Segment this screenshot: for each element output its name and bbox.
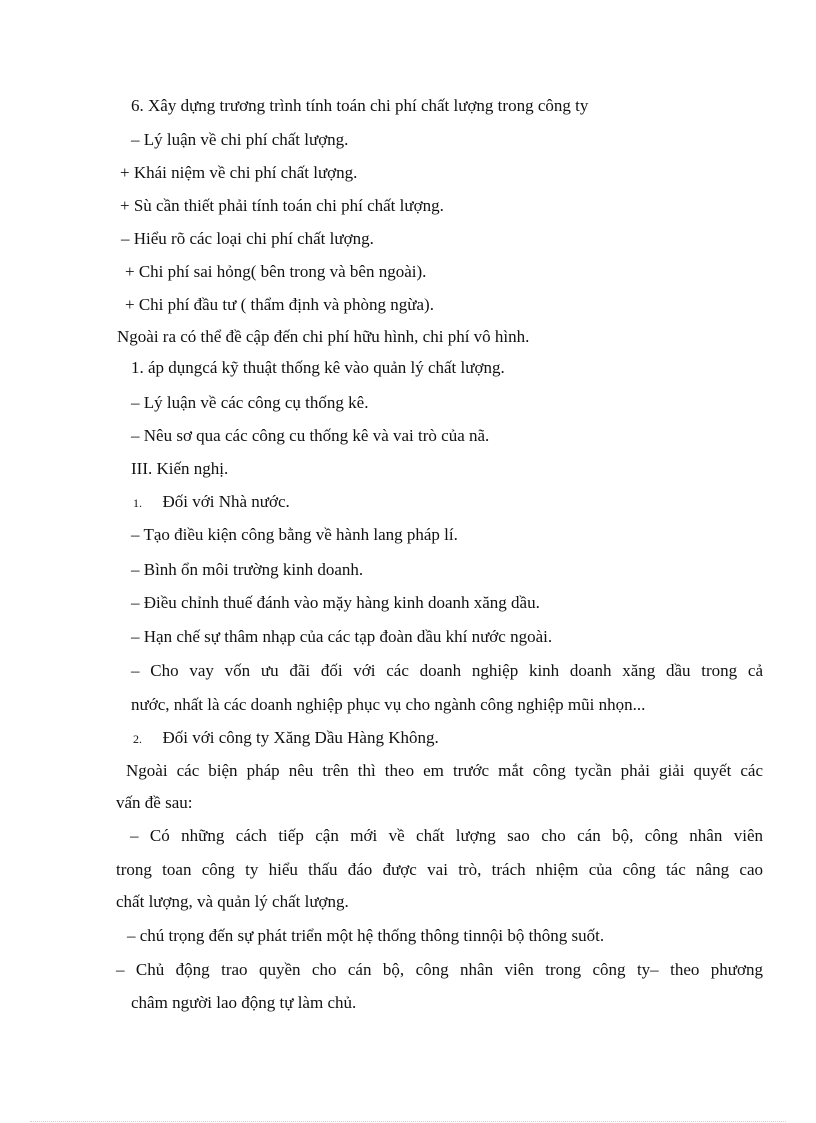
list-item-text: Đối với công ty Xăng Dầu Hàng Không. [162, 728, 439, 747]
text-line: + Chi phí sai hỏng( bên trong và bên ngoài). [125, 262, 427, 281]
text-line: chất lượng, và quản lý chất lượng. [116, 892, 349, 911]
text-line: – Lý luận về các công cụ thống kê. [131, 393, 369, 412]
text-line: + Khái niệm về chi phí chất lượng. [120, 163, 358, 182]
text-line: + Sù cần thiết phải tính toán chi phí chất lượng. [120, 196, 444, 215]
text-line: – Lý luận về chi phí chất lượng. [131, 130, 349, 149]
text-line: Ngoài ra có thể đề cập đến chi phí hữu hình, chi phí vô hình. [117, 327, 530, 346]
text-line: – Hiểu rõ các loại chi phí chất lượng. [121, 229, 374, 248]
text-line: + Chi phí đầu tư ( thẩm định và phòng ngừa). [125, 295, 434, 314]
text-line: Ngoài các biện pháp nêu trên thì theo em trước mắt công tycần phải giải quyết các [126, 761, 763, 780]
page-edge-rule [30, 1121, 786, 1122]
text-line: vấn đề sau: [116, 793, 193, 812]
text-line: 6. Xây dựng trương trình tính toán chi phí chất lượng trong công ty [131, 96, 589, 115]
text-line: 1. áp dụngcá kỹ thuật thống kê vào quản lý chất lượng. [131, 358, 505, 377]
numbered-item [133, 492, 290, 513]
list-number: 2. [133, 732, 142, 746]
text-line: – Hạn chế sự thâm nhạp của các tạp đoàn dầu khí nước ngoài. [131, 627, 553, 646]
text-line: – Tạo điều kiện công bằng về hành lang pháp lí. [131, 525, 458, 544]
text-line: – Bình ổn môi trường kinh doanh. [131, 560, 364, 579]
text-line: châm người lao động tự làm chủ. [131, 993, 357, 1012]
numbered-item [133, 728, 439, 749]
list-number: 1. [133, 496, 142, 510]
text-line: – Nêu sơ qua các công cu thống kê và vai trò của nã. [131, 426, 490, 445]
text-line: – chú trọng đến sự phát triển một hệ thống thông tinnội bộ thông suốt. [127, 926, 605, 945]
text-line: trong toan công ty hiểu thấu đáo được vai trò, trách nhiệm của công tác nâng cao [116, 860, 763, 879]
text-line: – Có những cách tiếp cận mới về chất lượng sao cho cán bộ, công nhân viên [130, 826, 763, 845]
section-heading: III. Kiến nghị. [131, 459, 229, 478]
text-line: – Cho vay vốn ưu đãi đối với các doanh nghiệp kinh doanh xăng dầu trong cả [131, 661, 763, 680]
text-line: – Chủ động trao quyền cho cán bộ, công nhân viên trong công ty– theo phương [116, 960, 763, 979]
list-item-text: Đối với Nhà nước. [162, 492, 290, 511]
text-line: nước, nhất là các doanh nghiệp phục vụ cho ngành công nghiệp mũi nhọn... [131, 695, 646, 714]
text-line: – Điều chỉnh thuế đánh vào mặy hàng kinh doanh xăng dầu. [131, 593, 540, 612]
